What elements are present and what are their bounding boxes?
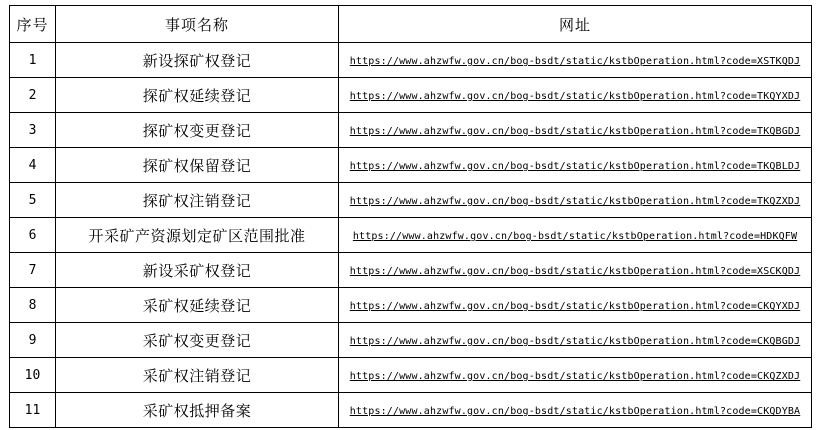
item-name-cell: 新设探矿权登记 (56, 43, 339, 78)
header-row (10, 6, 812, 43)
url-cell (339, 218, 812, 253)
item-name-cell: 探矿权注销登记 (56, 183, 339, 218)
url-link[interactable]: https://www.ahzwfw.gov.cn/bog-bsdt/static/kstbOperation.html?code=TKQYXDJ (349, 91, 801, 102)
table-header (10, 6, 812, 43)
row-index-cell: 6 (10, 218, 56, 253)
row-index-cell: 3 (10, 113, 56, 148)
table-row (10, 218, 812, 253)
table-body (10, 43, 812, 428)
table-row (10, 148, 812, 183)
row-index-cell: 2 (10, 78, 56, 113)
header-index: 序号 (10, 6, 56, 43)
row-index-cell: 7 (10, 253, 56, 288)
url-link[interactable]: https://www.ahzwfw.gov.cn/bog-bsdt/static/kstbOperation.html?code=CKQZXDJ (349, 371, 801, 382)
table-row (10, 43, 812, 78)
table-row (10, 183, 812, 218)
url-cell (339, 393, 812, 428)
table-row (10, 393, 812, 428)
item-name-cell: 开采矿产资源划定矿区范围批准 (56, 218, 339, 253)
row-index-cell: 8 (10, 288, 56, 323)
row-index-cell: 1 (10, 43, 56, 78)
url-link[interactable]: https://www.ahzwfw.gov.cn/bog-bsdt/static/kstbOperation.html?code=CKQDYBA (349, 406, 801, 417)
item-name-cell: 新设采矿权登记 (56, 253, 339, 288)
url-link[interactable]: https://www.ahzwfw.gov.cn/bog-bsdt/static/kstbOperation.html?code=XSCKQDJ (349, 266, 801, 277)
url-link[interactable]: https://www.ahzwfw.gov.cn/bog-bsdt/static/kstbOperation.html?code=CKQBGDJ (349, 336, 801, 347)
url-link[interactable]: https://www.ahzwfw.gov.cn/bog-bsdt/static/kstbOperation.html?code=XSTKQDJ (349, 56, 801, 67)
item-name-cell: 采矿权注销登记 (56, 358, 339, 393)
item-name-cell: 探矿权变更登记 (56, 113, 339, 148)
url-cell (339, 43, 812, 78)
url-link[interactable]: https://www.ahzwfw.gov.cn/bog-bsdt/static/kstbOperation.html?code=TKQBGDJ (349, 126, 801, 137)
url-cell (339, 323, 812, 358)
table-row (10, 78, 812, 113)
table-row (10, 358, 812, 393)
header-item-name: 事项名称 (56, 6, 339, 43)
row-index-cell: 9 (10, 323, 56, 358)
row-index-cell: 11 (10, 393, 56, 428)
url-link[interactable]: https://www.ahzwfw.gov.cn/bog-bsdt/static/kstbOperation.html?code=CKQYXDJ (349, 301, 801, 312)
url-cell (339, 183, 812, 218)
item-name-cell: 探矿权延续登记 (56, 78, 339, 113)
url-cell (339, 288, 812, 323)
row-index-cell: 5 (10, 183, 56, 218)
header-url: 网址 (339, 6, 812, 43)
item-name-cell: 采矿权变更登记 (56, 323, 339, 358)
url-cell (339, 253, 812, 288)
row-index-cell: 10 (10, 358, 56, 393)
url-link[interactable]: https://www.ahzwfw.gov.cn/bog-bsdt/static/kstbOperation.html?code=TKQBLDJ (349, 161, 801, 172)
item-name-cell: 采矿权延续登记 (56, 288, 339, 323)
table-row (10, 288, 812, 323)
table-row (10, 113, 812, 148)
service-links-table (9, 5, 812, 428)
url-cell (339, 358, 812, 393)
item-name-cell: 探矿权保留登记 (56, 148, 339, 183)
row-index-cell: 4 (10, 148, 56, 183)
url-cell (339, 78, 812, 113)
url-link[interactable]: https://www.ahzwfw.gov.cn/bog-bsdt/static/kstbOperation.html?code=HDKQFW (352, 231, 798, 242)
url-cell (339, 148, 812, 183)
url-cell (339, 113, 812, 148)
item-name-cell: 采矿权抵押备案 (56, 393, 339, 428)
table-row (10, 323, 812, 358)
table-row (10, 253, 812, 288)
url-link[interactable]: https://www.ahzwfw.gov.cn/bog-bsdt/static/kstbOperation.html?code=TKQZXDJ (349, 196, 801, 207)
